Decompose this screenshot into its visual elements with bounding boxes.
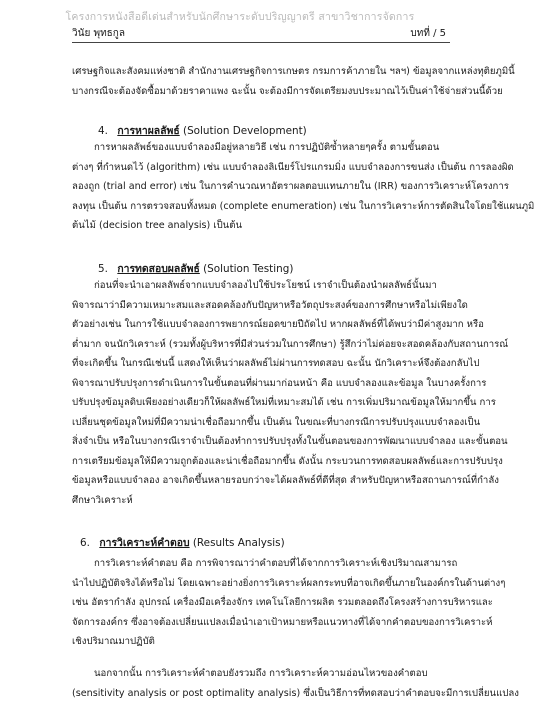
text-line: ที่จะเกิดขึ้น ในกรณีเช่นนี้ แสดงให้เห็นว่าผลลัพธ์ไม่ผ่านการทดสอบ ฉะนั้น นักวิเคราะห์จึงต้องกลับไป [72, 358, 480, 369]
section-number: 4. [98, 125, 108, 137]
text-line: ตัวอย่างเช่น ในการใช้แบบจำลองการพยากรณ์ยอดขายปีถัดไป หากผลลัพธ์ที่ได้พบว่ามีค่าสูงมาก หรือ [72, 319, 484, 330]
section-paragraph [72, 554, 506, 652]
header-watermark: โครงการหนังสือดีเด่นสำหรับนักศึกษาระดับปริญญาตรี สาขาวิชาการจัดการ [65, 11, 415, 23]
text-line: ลงทุน เป็นต้น การตรวจสอบทั้งหมด (complete enumeration) เช่น ในการวิเคราะห์การตัดสินใจโดยใช้แผนภูมิ [72, 200, 534, 212]
text-line: พิจารณาปรับปรุงการดำเนินการในขั้นตอนที่ผ่านมาก่อนหน้า คือ แบบจำลองและข้อมูล ในบางครั้งการ [72, 377, 487, 389]
section-heading [80, 536, 285, 550]
text-line: จัดการองค์กร ซึ่งอาจต้องเปลี่ยนแปลงเมื่อนำเอาเป้าหมายหรือแนวทางที่ได้จากคำตอบของการวิเคราะห์ [72, 616, 493, 628]
text-line: เชิงปริมาณมาปฏิบัติ [72, 636, 155, 647]
text-line: ข้อมูลหรือแบบจำลอง อาจเกิดขึ้นหลายรอบกว่าจะได้ผลลัพธ์ที่ดีที่สุด สำหรับปัญหาหรือสถานการณ์ที่กำลัง [72, 475, 499, 486]
section-heading [98, 262, 293, 276]
text-line: การหาผลลัพธ์ของแบบจำลองมีอยู่หลายวิธี เช่น การปฏิบัติซ้ำหลายๆครั้ง ตามขั้นตอน [94, 142, 440, 153]
section-paragraph [72, 138, 534, 236]
section-title: การวิเคราะห์คำตอบ [99, 537, 190, 549]
text-line: เปลี่ยนชุดข้อมูลใหม่ที่มีความน่าเชื่อถือมากขึ้น เป็นต้น ในขณะที่บางกรณีการปรับปรุงแบบจำลองเป็น [72, 416, 481, 428]
text-line: เศรษฐกิจและสังคมแห่งชาติ สำนักงานเศรษฐกิจการเกษตร กรมการค้าภายใน ฯลฯ) ข้อมูลจากแหล่งทุติยภูมินี้ [72, 66, 515, 77]
section-title: การหาผลลัพธ์ [117, 125, 180, 137]
section-paragraph [72, 276, 509, 510]
text-line: ต่างๆ ที่กำหนดไว้ (algorithm) เช่น แบบจำลองลิเนียร์โปรแกรมมิ่ง แบบจำลองการขนส่ง เป็นต้น การลองผิด [72, 161, 514, 173]
text-line: นำไปปฏิบัติจริงได้หรือไม่ โดยเฉพาะอย่างยิ่งการวิเคราะห์ผลกระทบที่อาจเกิดขึ้นภายในองค์กรในด้านต่างๆ [72, 577, 506, 589]
section-subtitle: (Results Analysis) [189, 537, 285, 549]
text-line: บางกรณีจะต้องจัดซื้อมาด้วยราคาแพง ฉะนั้น จะต้องมีการจัดเตรียมงบประมาณไว้เป็นค่าใช้จ่ายส่วนนี้ด้วย [72, 85, 503, 97]
text-line: การวิเคราะห์คำตอบ คือ การพิจารณาว่าคำตอบที่ได้จากการวิเคราะห์เชิงปริมาณสามารถ [94, 558, 458, 569]
text-line: ลองถูก (trial and error) เช่น ในการคำนวณหาอัตราผลตอบแทนภายใน (IRR) ของการวิเคราะห์โครงการ [72, 181, 509, 192]
text-line: ศึกษาวิเคราะห์ [72, 494, 133, 506]
section-subtitle: (Solution Testing) [199, 263, 294, 275]
text-line: (sensitivity analysis or post optimality analysis) ซึ่งเป็นวิธีการที่ทดสอบว่าคำตอบจะมีการเปลี่ยนแปลง [72, 687, 519, 699]
text-line: ต้นไม้ (decision tree analysis) เป็นต้น [72, 220, 243, 231]
text-line: เช่น อัตรากำลัง อุปกรณ์ เครื่องมือเครื่องจักร เทคโนโลยีการผลิต รวมตลอดถึงโครงสร้างการบริหารและ [72, 597, 493, 608]
text-line: การเตรียมข้อมูลให้มีความถูกต้องและน่าเชื่อถือมากขึ้น ดังนั้น กระบวนการทดสอบผลลัพธ์และการปรับปรุง [72, 455, 503, 467]
section-title: การทดสอบผลลัพธ์ [117, 263, 200, 275]
section-heading [98, 124, 307, 138]
text-line: พิจารณาว่ามีความเหมาะสมและสอดคล้องกับปัญหาหรือวัตถุประสงค์ของการศึกษาหรือไม่เพียงใด [72, 299, 468, 311]
text-line: ต่ำมาก จนนักวิเคราะห์ (รวมทั้งผู้บริหารที่มีส่วนร่วมในการศึกษา) รู้สึกว่าไม่ค่อยจะสอดคล้องกับสถานการณ์ [72, 338, 509, 350]
closing-paragraph [72, 664, 519, 703]
header-author: วินัย พุทธกูล [72, 28, 125, 39]
text-line: ปรับปรุงข้อมูลดิบเพียงอย่างเดียวก็ให้ผลลัพธ์ใหม่ที่เหมาะสมได้ เช่น การเพิ่มปริมาณข้อมูลให้มากขึ้น การ [72, 397, 496, 408]
section-subtitle: (Solution Development) [179, 125, 307, 137]
text-line: ก่อนที่จะนำเอาผลลัพธ์จากแบบจำลองไปใช้ประโยชน์ เราจำเป็นต้องนำผลลัพธ์นั้นมา [94, 280, 437, 291]
header-divider [72, 42, 450, 43]
section-number: 5. [98, 263, 108, 275]
intro-paragraph [72, 62, 515, 101]
text-line: สิ่งจำเป็น หรือในบางกรณีเราจำเป็นต้องทำการปรับปรุงทั้งในขั้นตอนของการพัฒนาแบบจำลอง และขั้นตอน [72, 436, 508, 447]
section-number: 6. [80, 537, 90, 549]
text-line: นอกจากนั้น การวิเคราะห์คำตอบยังรวมถึง การวิเคราะห์ความอ่อนไหวของคำตอบ [94, 668, 428, 679]
header-page-number: บทที่ / 5 [410, 28, 446, 39]
